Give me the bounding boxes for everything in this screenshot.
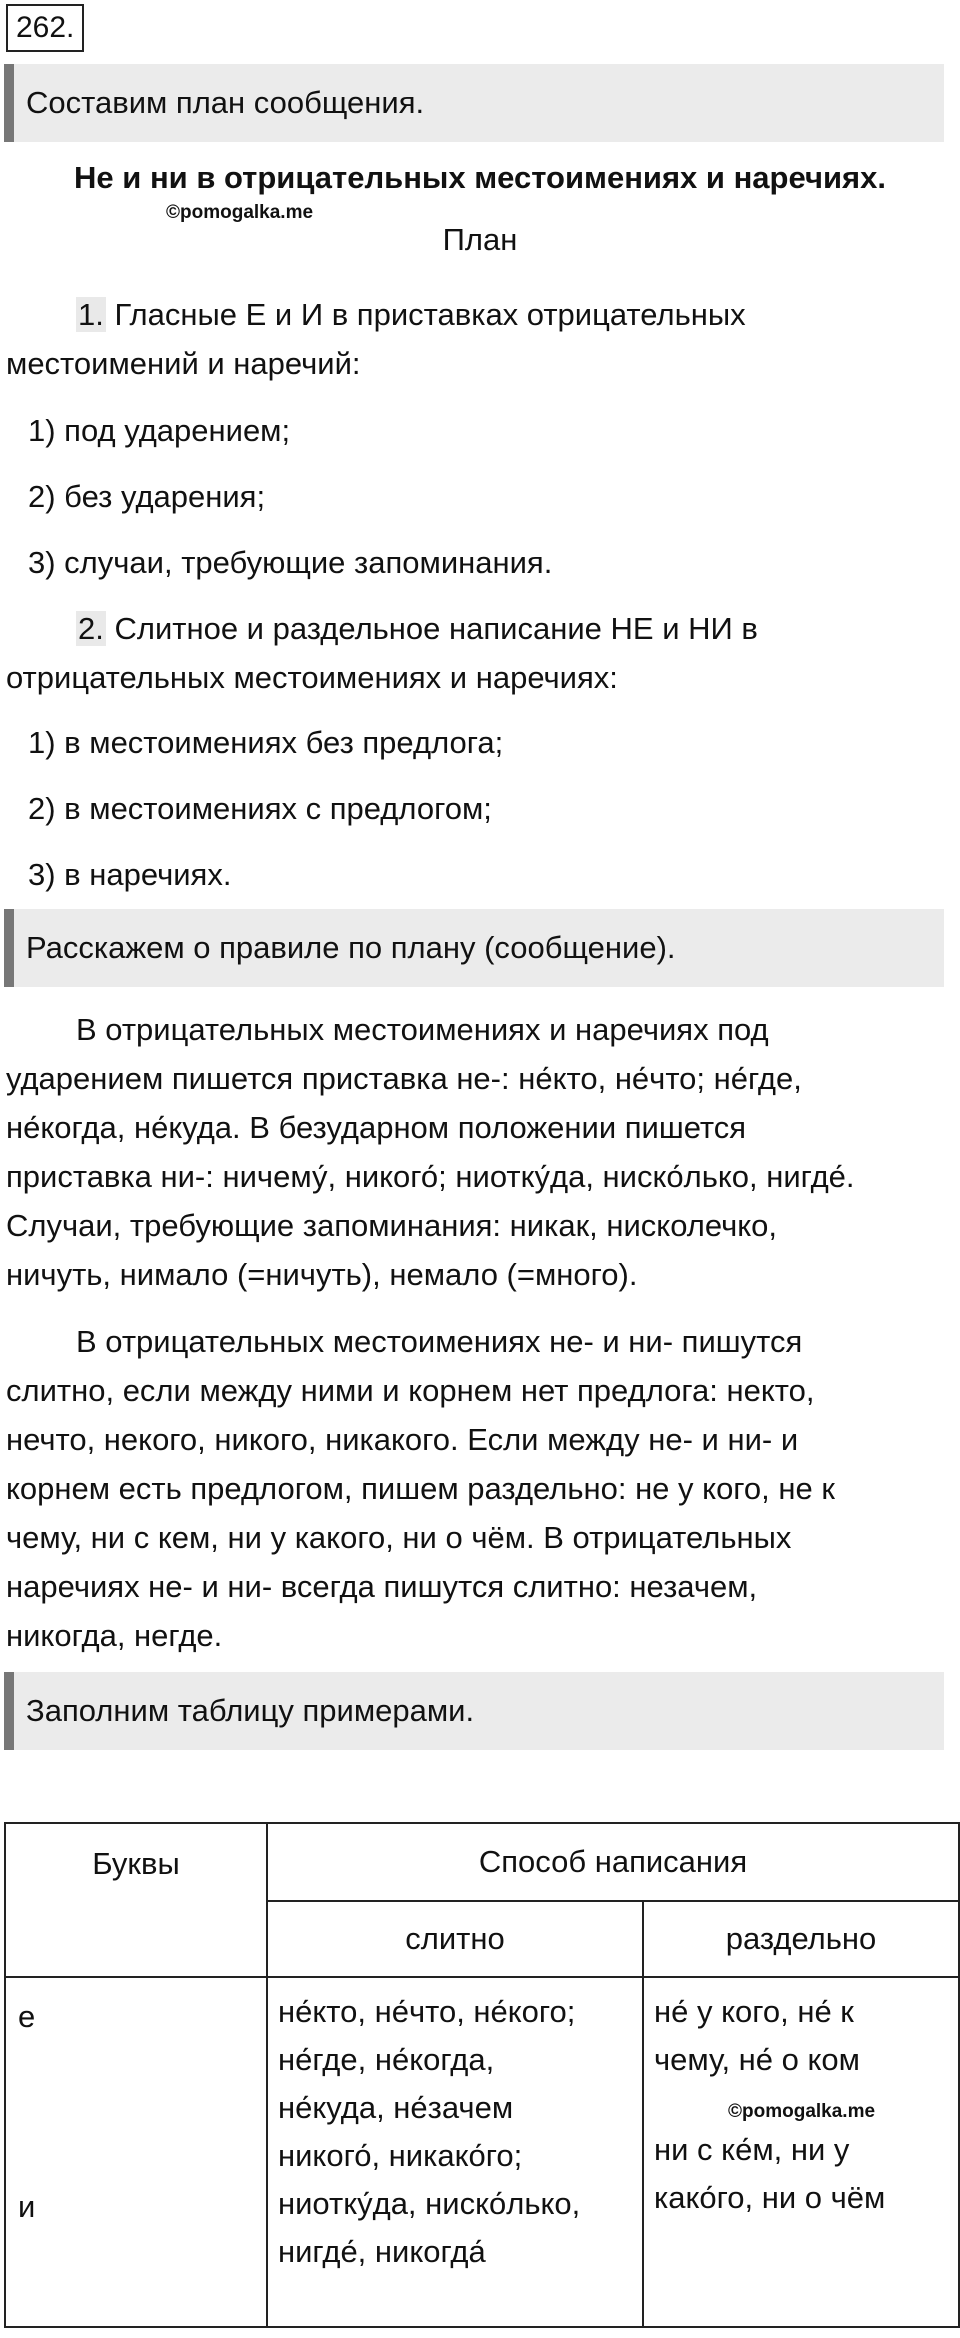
page-title: Не и ни в отрицательных местоимениях и наречиях.	[74, 160, 886, 195]
rule-line: ничуть, нимало (=ничуть), немало (=много).	[6, 1257, 638, 1292]
watermark: ©pomogalka.me	[728, 2101, 876, 2122]
rule-line: нечто, некого, никого, никакого. Если между не- и ни- и	[6, 1422, 799, 1457]
plan-subitem: 2) в местоимениях с предлогом;	[28, 791, 492, 826]
rule-line: никогда, негде.	[6, 1618, 223, 1653]
example-line: ни с ке́м, ни у	[654, 2132, 850, 2167]
rule-paragraph-2	[6, 1317, 936, 1660]
together-cell	[267, 1977, 643, 2327]
rule-line: В отрицательных местоимениях не- и ни- пишутся	[76, 1324, 803, 1359]
rule-line: не́когда, не́куда. В безударном положении пишется	[6, 1110, 747, 1145]
header-separate-label: раздельно	[725, 1921, 877, 1956]
plan-subitem: 1) под ударением;	[28, 413, 291, 448]
letter-e: е	[18, 1999, 36, 2034]
plan-point-2-continuation: отрицательных местоимениях и наречиях:	[6, 660, 618, 695]
plan-point-1-text: Гласные Е и И в приставках отрицательных	[105, 297, 746, 332]
plan-point-2-text: Слитное и раздельное написание НЕ и НИ в	[105, 611, 758, 646]
table-row	[5, 1977, 959, 2327]
example-line: нигде́, никогда́	[278, 2234, 486, 2269]
plan-subitem: 3) случаи, требующие запоминания.	[28, 545, 553, 580]
examples-table	[4, 1822, 960, 2328]
plan-point-1-number: 1.	[78, 297, 104, 332]
plan-point-2-number: 2.	[78, 611, 104, 646]
example-line: ниотку́да, ниско́лько,	[278, 2186, 581, 2221]
example-line: како́го, ни о чём	[654, 2180, 886, 2215]
rule-paragraph-1	[6, 1005, 936, 1299]
rule-line: корнем есть предлогом, пишем раздельно: не у кого, не к	[6, 1471, 835, 1506]
rule-line: В отрицательных местоимениях и наречиях под	[76, 1012, 769, 1047]
watermark: ©pomogalka.me	[166, 202, 314, 223]
plan-label: План	[442, 222, 518, 257]
example-line: никого́, никако́го;	[278, 2138, 523, 2173]
header-method-label: Способ написания	[478, 1844, 748, 1879]
section-header-tell: Расскажем о правиле по плану (сообщение).	[4, 909, 944, 987]
example-line: не́кто, не́что, не́кого;	[278, 1994, 576, 2029]
letter-i: и	[18, 2189, 36, 2224]
plan-subitem: 1) в местоимениях без предлога;	[28, 725, 504, 760]
section-header-plan: Составим план сообщения.	[4, 64, 944, 142]
example-line: не́ у кого, не́ к	[654, 1994, 854, 2029]
header-method	[267, 1823, 959, 1901]
letters-cell	[5, 1977, 267, 2327]
header-letters-label: Буквы	[92, 1846, 180, 1881]
plan-point-2	[6, 604, 936, 702]
header-letters	[5, 1823, 267, 1977]
rule-line: Случаи, требующие запоминания: никак, нисколечко,	[6, 1208, 777, 1243]
header-together	[267, 1901, 643, 1977]
section-header-fill: Заполним таблицу примерами.	[4, 1672, 944, 1750]
example-line: не́где, не́когда,	[278, 2042, 495, 2077]
example-line: не́куда, не́зачем	[278, 2090, 514, 2125]
rule-line: приставка ни-: ничему́, никого́; ниотку́да, ниско́лько, нигде́.	[6, 1159, 855, 1194]
header-together-label: слитно	[405, 1921, 505, 1956]
plan-subitem: 2) без ударения;	[28, 479, 266, 514]
plan-subitem: 3) в наречиях.	[28, 857, 232, 892]
plan-point-1	[6, 290, 936, 388]
header-separate	[643, 1901, 959, 1977]
rule-line: наречиях не- и ни- всегда пишутся слитно: незачем,	[6, 1569, 758, 1604]
rule-line: ударением пишется приставка не-: не́кто, не́что; не́где,	[6, 1061, 802, 1096]
example-line: чему, не́ о ком	[654, 2042, 860, 2077]
task-number: 262.	[6, 4, 84, 52]
separate-cell	[643, 1977, 959, 2327]
rule-line: слитно, если между ними и корнем нет предлога: некто,	[6, 1373, 815, 1408]
rule-line: чему, ни с кем, ни у какого, ни о чём. В отрицательных	[6, 1520, 792, 1555]
plan-point-1-continuation: местоимений и наречий:	[6, 346, 361, 381]
